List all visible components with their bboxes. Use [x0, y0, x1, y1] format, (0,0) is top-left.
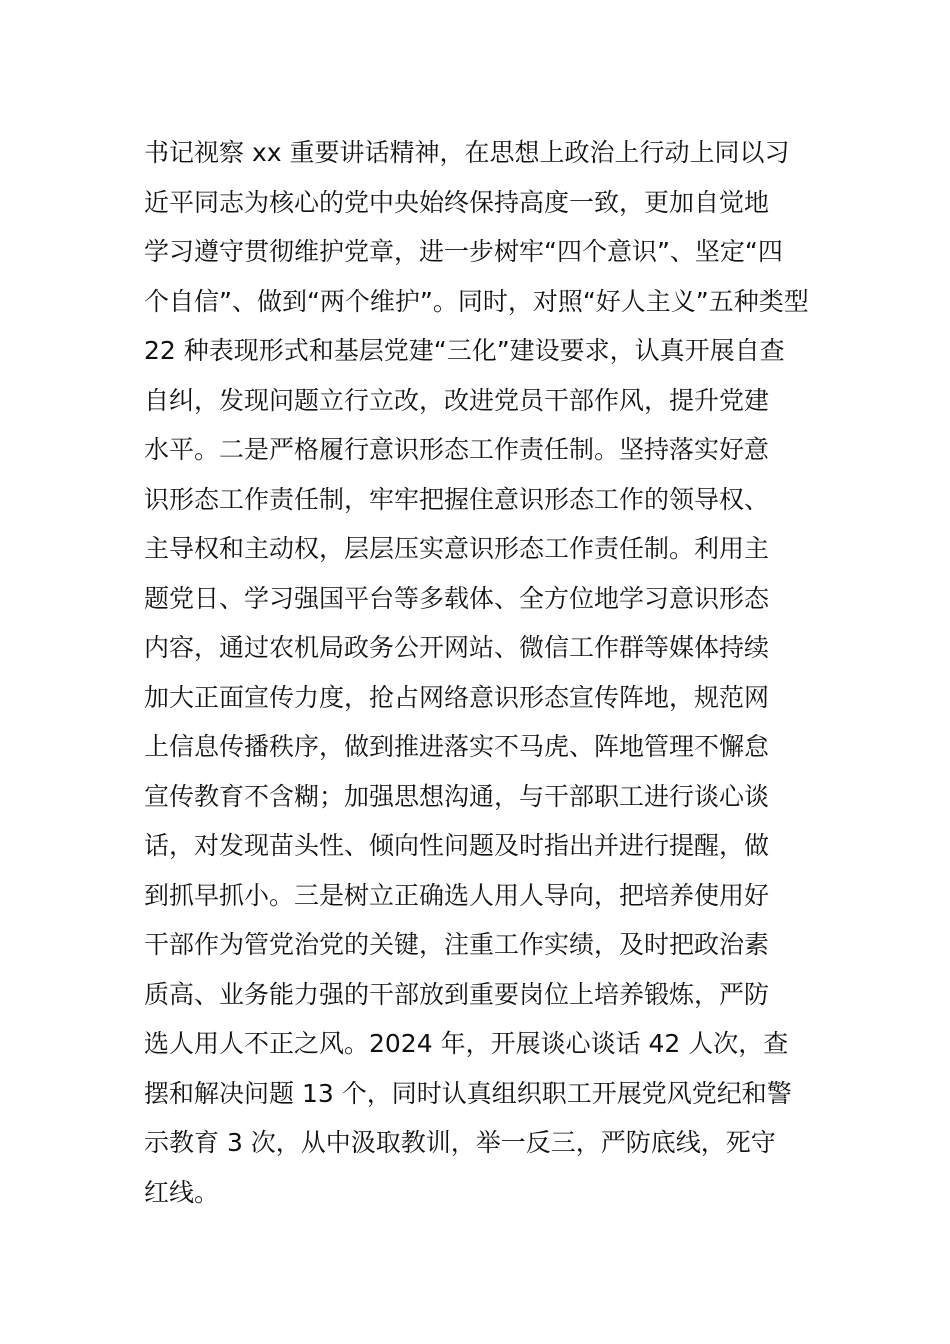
text-line: 到抓早抓小。三是树立正确选人用人导向，把培养使用好	[144, 880, 770, 910]
text-line: 主导权和主动权，层层压实意识形态工作责任制。利用主	[144, 534, 770, 563]
text-line: 识形态工作责任制，牢牢把握住意识形态工作的领导权、	[144, 484, 770, 514]
text-line: 摆和解决问题 13 个，同时认真组织职工开展党风党纪和警	[144, 1078, 792, 1108]
text-line: 话，对发现苗头性、倾向性问题及时指出并进行提醒，做	[144, 831, 770, 860]
text-line: 书记视察 xx 重要讲话精神，在思想上政治上行动上同以习	[144, 138, 790, 167]
text-line: 选人用人不正之风。2024 年，开展谈心谈话 42 人次，查	[144, 1029, 789, 1058]
text-line: 干部作为管党治党的关键，注重工作实绩，及时把政治素	[144, 930, 770, 959]
text-line: 学习遵守贯彻维护党章，进一步树牢“四个意识”、坚定“四	[144, 237, 783, 266]
text-line: 个自信”、做到“两个维护”。同时，对照“好人主义”五种类型	[144, 286, 809, 316]
text-line: 题党日、学习强国平台等多载体、全方位地学习意识形态	[144, 583, 770, 613]
text-line: 示教育 3 次，从中汲取教训，举一反三，严防底线，死守	[144, 1128, 776, 1157]
text-line: 上信息传播秩序，做到推进落实不马虎、阵地管理不懈怠	[144, 732, 770, 761]
text-line: 自纠，发现问题立行立改，改进党员干部作风，提升党建	[144, 385, 770, 415]
text-line: 水平。二是严格履行意识形态工作责任制。坚持落实好意	[144, 435, 770, 464]
text-line: 加大正面宣传力度，抢占网络意识形态宣传阵地，规范网	[144, 682, 770, 712]
text-line: 质高、业务能力强的干部放到重要岗位上培养锻炼，严防	[144, 979, 770, 1009]
text-line: 内容，通过农机局政务公开网站、微信工作群等媒体持续	[144, 633, 770, 662]
body-paragraph	[144, 128, 824, 1217]
text-line: 近平同志为核心的党中央始终保持高度一致，更加自觉地	[144, 187, 770, 217]
text-line: 红线。	[144, 1177, 220, 1207]
text-line: 22 种表现形式和基层党建“三化”建设要求，认真开展自查	[144, 336, 785, 365]
text-line: 宣传教育不含糊；加强思想沟通，与干部职工进行谈心谈	[144, 781, 770, 811]
